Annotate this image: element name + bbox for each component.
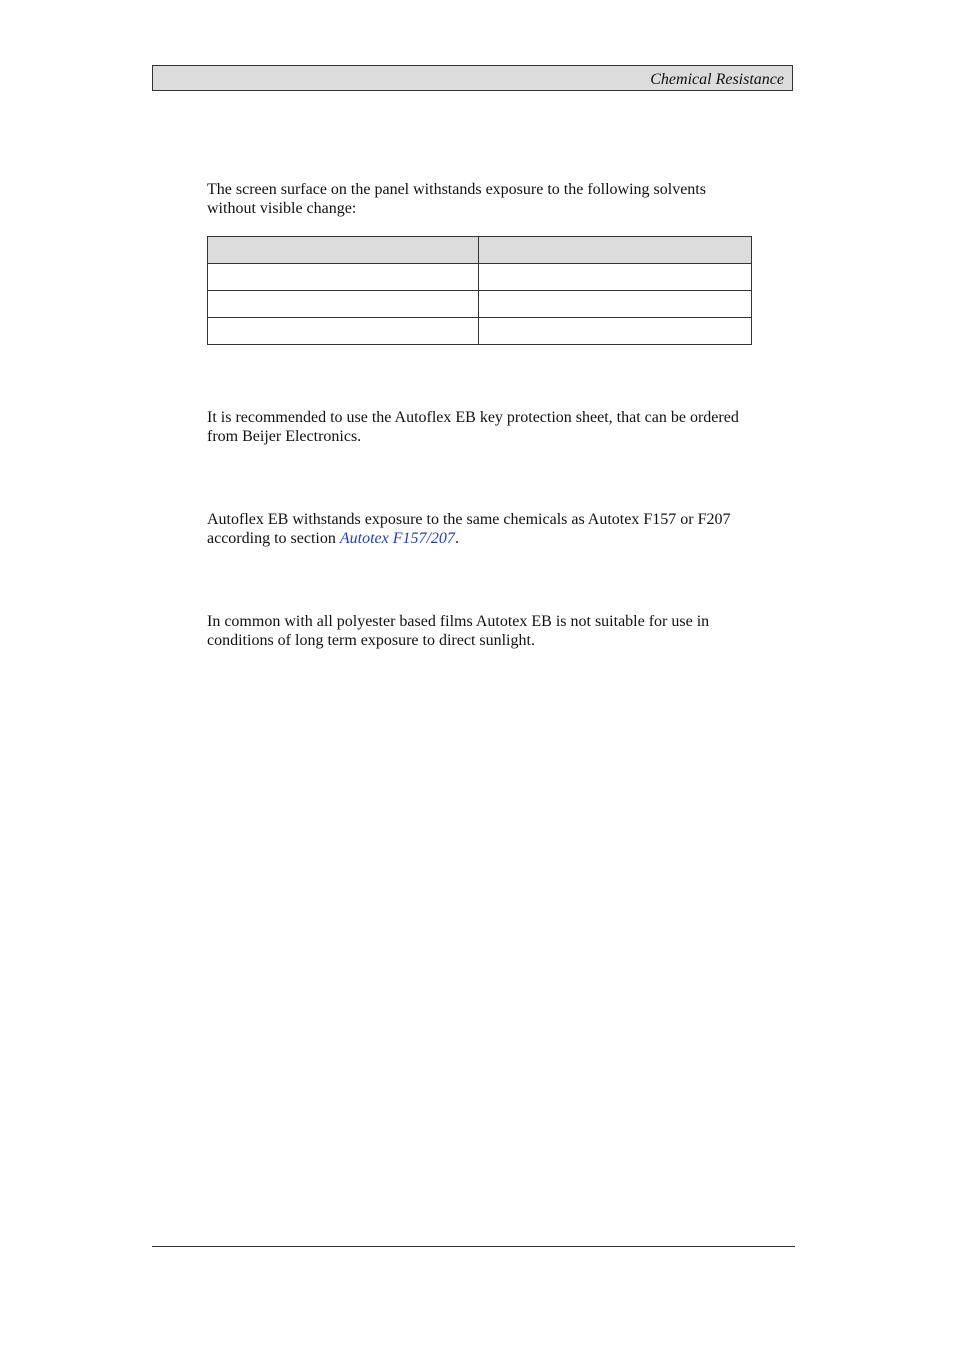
table-header-cell: [479, 237, 752, 264]
table-cell: [208, 264, 479, 291]
intro-line-1: The screen surface on the panel withstands exposure to the following solvents: [207, 181, 706, 198]
solvents-table: [207, 236, 752, 345]
table-row: [208, 291, 752, 318]
header-title: Chemical Resistance: [650, 71, 784, 88]
autoflex-line-2-suffix: .: [454, 530, 459, 547]
autotex-section-link[interactable]: Autotex F157/207: [339, 530, 455, 547]
autoflex-paragraph: [207, 510, 757, 548]
table-cell: [208, 318, 479, 345]
running-header: [152, 65, 793, 91]
autoflex-line-2: [207, 529, 757, 548]
autoflex-line-2-prefix: according to section: [207, 530, 340, 547]
key-protection-line-2: from Beijer Electronics.: [207, 428, 362, 445]
table-cell: [479, 291, 752, 318]
key-protection-line-1: It is recommended to use the Autoflex EB key protection sheet, that can be ordered: [207, 409, 739, 426]
table-row: [208, 318, 752, 345]
sunlight-line-2: conditions of long term exposure to direct sunlight.: [207, 632, 535, 649]
autoflex-line-1: Autoflex EB withstands exposure to the same chemicals as Autotex F157 or F207: [207, 511, 731, 528]
table-row: [208, 264, 752, 291]
intro-paragraph: [207, 180, 757, 218]
table-cell: [479, 264, 752, 291]
footer-divider: [152, 1246, 795, 1247]
sunlight-paragraph: [207, 612, 757, 650]
key-protection-paragraph: [207, 408, 757, 446]
sunlight-line-1: In common with all polyester based films Autotex EB is not suitable for use in: [207, 613, 710, 630]
table-cell: [208, 291, 479, 318]
table-header-cell: [208, 237, 479, 264]
table-header-row: [208, 237, 752, 264]
table-cell: [479, 318, 752, 345]
intro-line-2: without visible change:: [207, 200, 357, 217]
